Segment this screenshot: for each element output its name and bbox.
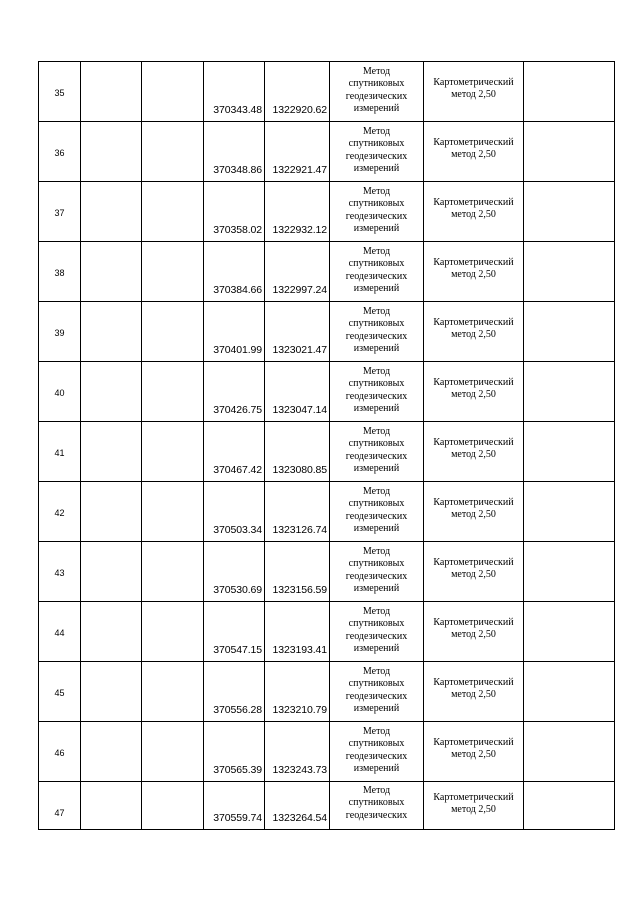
empty-cell-old-y <box>142 662 204 722</box>
method-text-line: спутниковых <box>348 138 405 150</box>
empty-cell-description <box>524 482 615 542</box>
method-text-line: Метод <box>362 66 391 77</box>
empty-cell-old-x <box>81 602 142 662</box>
accuracy-cell <box>424 362 524 422</box>
accuracy-text-line: метод 2,50 <box>451 89 496 101</box>
method-text-line: спутниковых <box>348 678 405 690</box>
method-text-line: геодезических <box>345 90 408 102</box>
coordinate-y-cell: 1323021.47 <box>265 302 330 362</box>
table-row <box>39 122 615 182</box>
coordinate-y-cell: 1323080.85 <box>265 422 330 482</box>
method-text-line: геодезических <box>345 510 408 522</box>
empty-cell-old-x <box>81 242 142 302</box>
determination-method-cell <box>330 482 424 542</box>
empty-cell-description <box>524 182 615 242</box>
accuracy-cell <box>424 542 524 602</box>
method-text-line: спутниковых <box>348 618 405 630</box>
accuracy-text-line: метод 2,50 <box>451 149 496 161</box>
empty-cell-description <box>524 782 615 830</box>
method-text-line: геодезических <box>345 450 408 462</box>
point-number-cell: 46 <box>39 722 81 782</box>
point-number-cell: 37 <box>39 182 81 242</box>
empty-cell-old-x <box>81 482 142 542</box>
empty-cell-old-x <box>81 62 142 122</box>
method-text-line: спутниковых <box>348 78 405 90</box>
accuracy-text-line: Картометрический <box>433 557 514 568</box>
accuracy-text-line: метод 2,50 <box>451 209 496 221</box>
table-row <box>39 302 615 362</box>
method-text-line: измерений <box>353 223 400 235</box>
empty-cell-description <box>524 662 615 722</box>
accuracy-text-line: метод 2,50 <box>451 689 496 701</box>
point-number-cell: 40 <box>39 362 81 422</box>
method-text-line: измерений <box>353 343 400 355</box>
coordinates-table <box>38 61 615 830</box>
empty-cell-description <box>524 302 615 362</box>
method-text-line: измерений <box>353 403 400 415</box>
empty-cell-old-x <box>81 722 142 782</box>
method-text-line: спутниковых <box>348 797 405 809</box>
method-text-line: Метод <box>362 426 391 437</box>
accuracy-text-line: метод 2,50 <box>451 804 496 816</box>
accuracy-text-line: метод 2,50 <box>451 389 496 401</box>
coordinate-y-cell: 1323264.54 <box>265 782 330 830</box>
table-row <box>39 182 615 242</box>
empty-cell-description <box>524 422 615 482</box>
coordinate-y-cell: 1322920.62 <box>265 62 330 122</box>
empty-cell-old-x <box>81 662 142 722</box>
method-text-line: Метод <box>362 246 391 257</box>
accuracy-cell <box>424 602 524 662</box>
accuracy-text-line: метод 2,50 <box>451 449 496 461</box>
empty-cell-old-x <box>81 542 142 602</box>
method-text-line: спутниковых <box>348 498 405 510</box>
coordinate-y-cell: 1322921.47 <box>265 122 330 182</box>
coordinate-y-cell: 1323243.73 <box>265 722 330 782</box>
method-text-line: Метод <box>362 366 391 377</box>
coordinate-y-cell: 1322932.12 <box>265 182 330 242</box>
coordinate-x-cell: 370556.28 <box>204 662 265 722</box>
empty-cell-old-y <box>142 122 204 182</box>
accuracy-cell <box>424 662 524 722</box>
method-text-line: Метод <box>362 126 391 137</box>
empty-cell-description <box>524 542 615 602</box>
method-text-line: измерений <box>353 703 400 715</box>
empty-cell-old-y <box>142 242 204 302</box>
method-text-line: Метод <box>362 666 391 677</box>
point-number-cell: 43 <box>39 542 81 602</box>
empty-cell-description <box>524 362 615 422</box>
table-row <box>39 662 615 722</box>
table-row <box>39 242 615 302</box>
method-text-line: геодезических <box>345 270 408 282</box>
table-row <box>39 602 615 662</box>
method-text-line: спутниковых <box>348 558 405 570</box>
determination-method-cell <box>330 302 424 362</box>
method-text-line: Метод <box>362 546 391 557</box>
table-row <box>39 362 615 422</box>
accuracy-text-line: Картометрический <box>433 77 514 88</box>
determination-method-cell <box>330 722 424 782</box>
accuracy-text-line: Картометрический <box>433 317 514 328</box>
determination-method-cell <box>330 182 424 242</box>
method-text-line: спутниковых <box>348 318 405 330</box>
determination-method-cell <box>330 62 424 122</box>
coordinate-x-cell: 370401.99 <box>204 302 265 362</box>
empty-cell-old-x <box>81 182 142 242</box>
coordinates-table-page <box>38 61 615 830</box>
accuracy-cell <box>424 62 524 122</box>
empty-cell-old-x <box>81 782 142 830</box>
coordinate-x-cell: 370565.39 <box>204 722 265 782</box>
empty-cell-old-x <box>81 422 142 482</box>
empty-cell-old-y <box>142 362 204 422</box>
empty-cell-old-y <box>142 62 204 122</box>
determination-method-cell <box>330 422 424 482</box>
method-text-line: спутниковых <box>348 378 405 390</box>
accuracy-text-line: Картометрический <box>433 437 514 448</box>
accuracy-cell <box>424 782 524 830</box>
accuracy-cell <box>424 302 524 362</box>
method-text-line: геодезических <box>345 690 408 702</box>
method-text-line: Метод <box>362 186 391 197</box>
accuracy-text-line: Картометрический <box>433 377 514 388</box>
table-row <box>39 542 615 602</box>
coordinate-y-cell: 1323126.74 <box>265 482 330 542</box>
accuracy-text-line: метод 2,50 <box>451 329 496 341</box>
empty-cell-old-y <box>142 302 204 362</box>
coordinate-x-cell: 370358.02 <box>204 182 265 242</box>
empty-cell-old-x <box>81 302 142 362</box>
table-row <box>39 782 615 830</box>
coordinate-x-cell: 370530.69 <box>204 542 265 602</box>
method-text-line: спутниковых <box>348 438 405 450</box>
accuracy-text-line: Картометрический <box>433 677 514 688</box>
empty-cell-old-x <box>81 362 142 422</box>
method-text-line: Метод <box>362 785 391 796</box>
method-text-line: геодезических <box>345 150 408 162</box>
coordinate-x-cell: 370384.66 <box>204 242 265 302</box>
empty-cell-old-y <box>142 722 204 782</box>
empty-cell-description <box>524 722 615 782</box>
method-text-line: Метод <box>362 726 391 737</box>
accuracy-text-line: Картометрический <box>433 497 514 508</box>
coordinate-x-cell: 370559.74 <box>204 782 265 830</box>
method-text-line: измерений <box>353 103 400 115</box>
coordinate-y-cell: 1323156.59 <box>265 542 330 602</box>
method-text-line: геодезических <box>345 390 408 402</box>
method-text-line: спутниковых <box>348 198 405 210</box>
coordinate-x-cell: 370503.34 <box>204 482 265 542</box>
coordinate-x-cell: 370343.48 <box>204 62 265 122</box>
empty-cell-old-y <box>142 782 204 830</box>
coordinate-y-cell: 1323193.41 <box>265 602 330 662</box>
coordinate-x-cell: 370426.75 <box>204 362 265 422</box>
empty-cell-old-y <box>142 482 204 542</box>
coordinate-y-cell: 1322997.24 <box>265 242 330 302</box>
method-text-line: измерений <box>353 583 400 595</box>
accuracy-cell <box>424 182 524 242</box>
coordinate-y-cell: 1323210.79 <box>265 662 330 722</box>
determination-method-cell <box>330 602 424 662</box>
accuracy-text-line: метод 2,50 <box>451 629 496 641</box>
point-number-cell: 41 <box>39 422 81 482</box>
empty-cell-old-y <box>142 602 204 662</box>
coordinates-table-body <box>39 62 615 830</box>
method-text-line: измерений <box>353 523 400 535</box>
empty-cell-old-y <box>142 422 204 482</box>
method-text-line: геодезических <box>345 809 408 821</box>
accuracy-cell <box>424 242 524 302</box>
determination-method-cell <box>330 122 424 182</box>
method-text-line: спутниковых <box>348 258 405 270</box>
point-number-cell: 36 <box>39 122 81 182</box>
method-text-line: геодезических <box>345 570 408 582</box>
empty-cell-old-x <box>81 122 142 182</box>
method-text-line: измерений <box>353 643 400 655</box>
method-text-line: геодезических <box>345 630 408 642</box>
point-number-cell: 39 <box>39 302 81 362</box>
table-row <box>39 722 615 782</box>
point-number-cell: 45 <box>39 662 81 722</box>
accuracy-text-line: Картометрический <box>433 737 514 748</box>
accuracy-text-line: Картометрический <box>433 617 514 628</box>
method-text-line: геодезических <box>345 750 408 762</box>
accuracy-cell <box>424 482 524 542</box>
method-text-line: Метод <box>362 606 391 617</box>
accuracy-text-line: Картометрический <box>433 197 514 208</box>
coordinate-x-cell: 370467.42 <box>204 422 265 482</box>
accuracy-cell <box>424 722 524 782</box>
accuracy-cell <box>424 122 524 182</box>
method-text-line: геодезических <box>345 330 408 342</box>
accuracy-text-line: метод 2,50 <box>451 569 496 581</box>
empty-cell-description <box>524 122 615 182</box>
coordinate-y-cell: 1323047.14 <box>265 362 330 422</box>
coordinate-x-cell: 370547.15 <box>204 602 265 662</box>
empty-cell-old-y <box>142 542 204 602</box>
accuracy-text-line: Картометрический <box>433 792 514 803</box>
point-number-cell: 42 <box>39 482 81 542</box>
accuracy-text-line: Картометрический <box>433 137 514 148</box>
coordinate-x-cell: 370348.86 <box>204 122 265 182</box>
point-number-cell: 38 <box>39 242 81 302</box>
method-text-line: Метод <box>362 486 391 497</box>
table-row <box>39 482 615 542</box>
method-text-line: геодезических <box>345 210 408 222</box>
accuracy-text-line: метод 2,50 <box>451 749 496 761</box>
method-text-line: измерений <box>353 283 400 295</box>
accuracy-text-line: метод 2,50 <box>451 509 496 521</box>
method-text-line: измерений <box>353 763 400 775</box>
empty-cell-description <box>524 242 615 302</box>
table-row <box>39 62 615 122</box>
empty-cell-description <box>524 62 615 122</box>
empty-cell-description <box>524 602 615 662</box>
method-text-line: измерений <box>353 163 400 175</box>
point-number-cell: 44 <box>39 602 81 662</box>
determination-method-cell <box>330 662 424 722</box>
determination-method-cell <box>330 242 424 302</box>
method-text-line: Метод <box>362 306 391 317</box>
point-number-cell: 35 <box>39 62 81 122</box>
determination-method-cell <box>330 542 424 602</box>
accuracy-text-line: метод 2,50 <box>451 269 496 281</box>
method-text-line: спутниковых <box>348 738 405 750</box>
accuracy-cell <box>424 422 524 482</box>
method-text-line: измерений <box>353 463 400 475</box>
accuracy-text-line: Картометрический <box>433 257 514 268</box>
point-number-cell: 47 <box>39 782 81 830</box>
empty-cell-old-y <box>142 182 204 242</box>
determination-method-cell <box>330 782 424 830</box>
table-row <box>39 422 615 482</box>
determination-method-cell <box>330 362 424 422</box>
